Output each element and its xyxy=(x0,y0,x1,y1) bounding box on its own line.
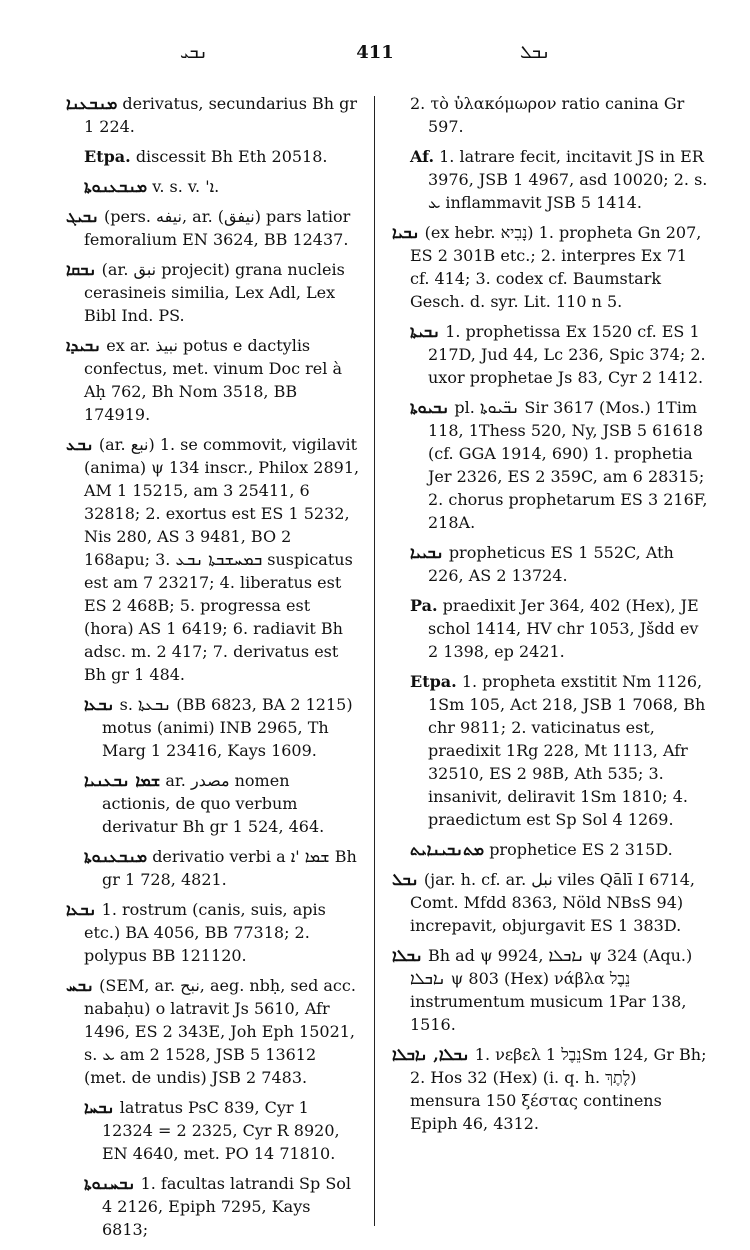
dictionary-entry xyxy=(410,670,708,831)
dictionary-entry xyxy=(66,974,361,1089)
entry-headword: ܢܒܝܕܐ xyxy=(66,336,102,355)
entry-definition: (jar. h. cf. ar. نبل viles Qālī I 6714, Comt. Mfdd 8363, Nöld NBsS 94) increpavit, objurgavit ES 1 383D. xyxy=(410,870,695,935)
entry-definition: ex ar. نبيذ potus e dactylis confectus, met. vinum Doc rel à Aḥ 762, Bh Nom 3518, BB 174919. xyxy=(84,336,342,424)
entry-headword: ܢܒܥ xyxy=(66,435,94,454)
entry-definition: (ex hebr. נָבִיא) 1. propheta Gn 207, ES 2 301B etc.; 2. interpres Ex 71 cf. 414; 3. codex cf. Baumstark Gesch. d. syr. Lit. 110 n 5. xyxy=(410,223,702,311)
entry-definition: latratus PsC 839, Cyr 1 12324 = 2 2325, Cyr R 8920, EN 4640, met. PO 14 71810. xyxy=(102,1098,340,1163)
entry-headword: ܡܢܒܥܢܐ xyxy=(66,94,118,113)
running-head-right: ܢܒܠ xyxy=(520,42,551,63)
entry-headword: ܢܒܠܐ xyxy=(392,946,423,965)
entry-definition: (SEM, ar. نبح, aeg. nbḥ, sed acc. nabaḥu) o latravit Js 5610, Afr 1496, ES 2 343E, Joh Eph 15021, s. ܥ am 2 1528, JSB 5 13612 (met. de undis) JSB 2 7483. xyxy=(84,976,356,1087)
entry-definition: (ar. نبع) 1. se commovit, vigilavit (anima) ψ 134 inscr., Philox 2891, AM 1 15215, am 3 25411, 6 32818; 2. exortus est ES 1 5232, Nis 280, AS 3 9481, BO 2 168apu; 3. ܒܡܚܫܒܬܐ ܢܒܥ suspicatus est am 7 23217; 4. liberatus est ES 2 468B; 5. progressa est (hora) AS 1 6419; 6. radiavit Bh adsc. m. 2 417; 7. derivatus est Bh gr 1 484. xyxy=(84,435,360,684)
left-column xyxy=(66,92,361,1248)
entry-stem-label: Pa. xyxy=(410,596,438,615)
entry-stem-label: Etpa. xyxy=(410,672,457,691)
entry-stem-label: Af. xyxy=(410,147,435,166)
dictionary-entry xyxy=(410,541,708,587)
entry-definition: s. ܢܒܥܬܐ (BB 6823, BA 2 1215) motus (animi) INB 2965, Th Marg 1 23416, Kays 1609. xyxy=(102,695,353,760)
entry-definition: Bh ad ψ 9924, ܢܐܒܠܐ ψ 324 (Aqu.) ܢܐܒܠܐ ψ 803 (Hex) νάβλα נֵבֶל instrumentum musicum 1Par 138, 1516. xyxy=(410,946,693,1034)
entry-headword: ܢܒܥܐ xyxy=(84,695,115,714)
entry-definition: propheticus ES 1 552C, Ath 226, AS 2 13724. xyxy=(428,543,674,585)
entry-headword: ܫܡܐ ܢܒܥܢܝܐ xyxy=(84,771,161,790)
entry-headword: ܢܒܝܘܬܐ xyxy=(410,398,450,417)
entry-headword: ܡܬܢܒܝܢܐܝܬ xyxy=(410,840,485,859)
dictionary-entry xyxy=(84,769,361,838)
entry-headword: ܢܒܚ xyxy=(66,976,95,995)
dictionary-entry xyxy=(392,1043,708,1135)
entry-definition: ar. مصدر nomen actionis, de quo verbum derivatur Bh gr 1 524, 464. xyxy=(102,771,325,836)
entry-definition: praedixit Jer 364, 402 (Hex), JE schol 1414, HV chr 1053, Jšdd ev 2 1398, ep 2421. xyxy=(428,596,699,661)
entry-headword: ܡܢܒܥܢܘܬܐ xyxy=(84,177,148,196)
entry-headword: ܢܒܩܐ xyxy=(66,260,97,279)
entry-definition: (ar. نبق projecit) grana nucleis cerasineis similia, Lex Adl, Lex Bibl Ind. PS. xyxy=(84,260,345,325)
dictionary-entry xyxy=(392,944,708,1036)
dictionary-entry xyxy=(84,145,361,168)
right-column xyxy=(392,92,708,1142)
page-header xyxy=(0,42,750,74)
entry-definition: derivatio verbi a ܫܡܐ 'ܐ Bh gr 1 728, 4821. xyxy=(102,847,357,889)
entry-headword: ܢܒܝܐ xyxy=(392,223,420,242)
entry-headword: ܢܒܚܐ xyxy=(84,1098,115,1117)
entry-definition: discessit Bh Eth 20518. xyxy=(135,147,328,166)
entry-headword: ܢܒܥܐ xyxy=(66,900,97,919)
entry-definition: 1. rostrum (canis, suis, apis etc.) BA 4056, BB 77318; 2. polypus BB 121120. xyxy=(84,900,326,965)
entry-definition: 1. propheta exstitit Nm 1126, 1Sm 105, Act 218, JSB 1 7068, Bh chr 9811; 2. vaticinatus est, praedixit 1Rg 228, Mt 1113, Afr 32510, ES 2 98B, Ath 535; 3. insanivit, deliravit 1Sm 1810; 4. praedictum est Sp Sol 4 1269. xyxy=(428,672,706,829)
dictionary-entry xyxy=(410,320,708,389)
entry-definition: (pers. نیفه, ar. (نيفق) pars latior femoralium EN 3624, BB 12437. xyxy=(84,207,351,249)
dictionary-entry xyxy=(66,258,361,327)
entry-headword: ܢܒܝܝܐ xyxy=(410,543,444,562)
dictionary-entry xyxy=(392,868,708,937)
entry-definition: 1. prophetissa Ex 1520 cf. ES 1 217D, Jud 44, Lc 236, Spic 374; 2. uxor prophetae Js 83, Cyr 2 1412. xyxy=(428,322,706,387)
dictionary-entry xyxy=(66,92,361,138)
dictionary-entry xyxy=(84,693,361,762)
running-head-left: ܢܒܝ xyxy=(180,42,208,63)
dictionary-entry xyxy=(84,845,361,891)
dictionary-entry xyxy=(392,221,708,313)
entry-definition: prophetice ES 2 315D. xyxy=(489,840,673,859)
dictionary-entry xyxy=(84,175,361,198)
entry-definition: 2. τὸ ὑλακόμωρον ratio canina Gr 597. xyxy=(410,94,685,136)
entry-headword: ܢܒܝܬܐ xyxy=(410,322,441,341)
entry-headword: ܢܒܠ xyxy=(392,870,419,889)
dictionary-entry xyxy=(66,334,361,426)
entry-stem-label: Etpa. xyxy=(84,147,131,166)
dictionary-entry xyxy=(66,898,361,967)
dictionary-entry xyxy=(410,838,708,861)
entry-definition: 1. latrare fecit, incitavit JS in ER 3976, JSB 1 4967, asd 10020; 2. s. ܥ inflammavit JSB 5 1414. xyxy=(428,147,708,212)
entry-headword: ܢܒܝܓ xyxy=(66,207,99,226)
dictionary-entry xyxy=(66,433,361,686)
dictionary-entry xyxy=(410,145,708,214)
entry-definition: pl. ܢܒ̈ܝܘܬܐ Sir 3617 (Mos.) 1Tim 118, 1Thess 520, Ny, JSB 5 61618 (cf. GGA 1914, 690) 1. prophetia Jer 2326, ES 2 359C, am 6 28315; 2. chorus prophetarum ES 3 216F, 218A. xyxy=(428,398,708,532)
page-number: 411 xyxy=(356,42,394,63)
dictionary-entry xyxy=(410,594,708,663)
column-divider xyxy=(374,96,375,1226)
entry-definition: derivatus, secundarius Bh gr 1 224. xyxy=(84,94,358,136)
entry-headword: ܡܢܒܥܢܘܬܐ xyxy=(84,847,148,866)
dictionary-entry xyxy=(410,92,708,138)
dictionary-entry xyxy=(66,205,361,251)
entry-headword: ܢܒܠܐ, ܢܐܒܠܐ xyxy=(392,1045,470,1064)
entry-headword: ܢܒܚܢܘܬܐ xyxy=(84,1174,136,1193)
dictionary-entry xyxy=(84,1172,361,1241)
entry-definition: 1. facultas latrandi Sp Sol 4 2126, Epiph 7295, Kays 6813; xyxy=(102,1174,352,1239)
dictionary-entry xyxy=(410,396,708,534)
entry-definition: v. s. v. 'ܐ. xyxy=(152,177,220,196)
dictionary-entry xyxy=(84,1096,361,1165)
entry-definition: 1. νεβελ נֵבֶל 1Sm 124, Gr Bh; 2. Hos 32 (Hex) (i. q. h. לֶתֶךְ) mensura 150 ξέστας continens Epiph 46, 4312. xyxy=(410,1045,707,1133)
